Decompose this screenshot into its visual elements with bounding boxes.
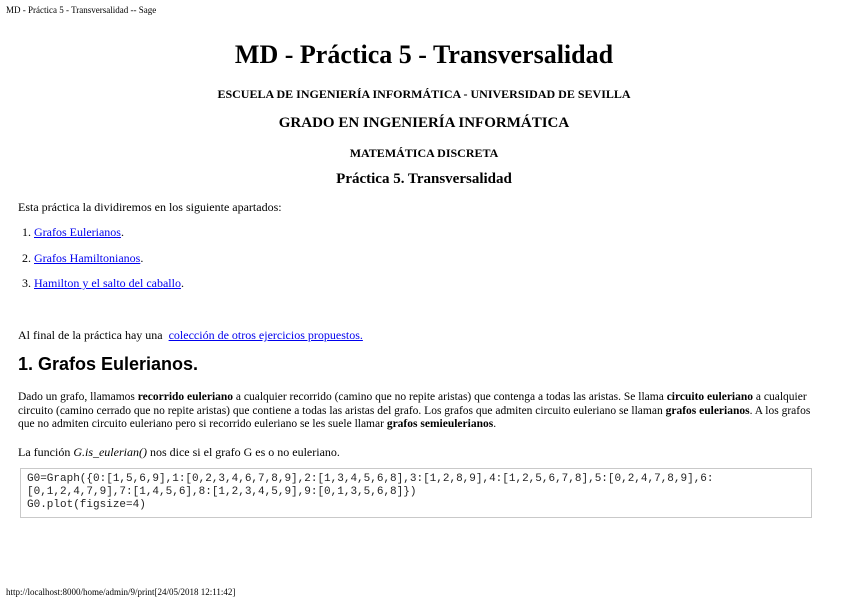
definition-paragraph bbox=[18, 391, 818, 432]
school-heading: ESCUELA DE INGENIERÍA INFORMÁTICA - UNIVERSIDAD DE SEVILLA bbox=[217, 87, 631, 101]
table-of-contents bbox=[22, 225, 184, 302]
print-header-title: MD - Práctica 5 - Transversalidad -- Sage bbox=[6, 5, 157, 15]
term-grafos-eulerianos: grafos eulerianos bbox=[665, 404, 750, 417]
toc-tail: . bbox=[120, 225, 124, 239]
toc-tail: . bbox=[180, 276, 184, 290]
func-prefix: La función bbox=[18, 445, 74, 459]
para-text: . A los grafos que no admiten circuito euleriano pero si recorrido euleriano se les suele llamar bbox=[18, 404, 811, 430]
page-title: MD - Práctica 5 - Transversalidad bbox=[234, 40, 614, 69]
toc-link-caballo[interactable]: Hamilton y el salto del caballo bbox=[34, 276, 181, 290]
function-name: G.is_eulerian() bbox=[73, 445, 147, 459]
intro-text: Esta práctica la dividiremos en los siguiente apartados: bbox=[18, 200, 282, 214]
para-text: a cualquier circuito (camino cerrado que no repite aristas) que contiene a todas las aristas del grafo. Los grafos que admiten circuito euleriano se llaman bbox=[18, 391, 807, 417]
extra-exercises-line bbox=[18, 328, 363, 343]
section-heading-eulerianos: 1. Grafos Eulerianos. bbox=[18, 354, 199, 374]
toc-item bbox=[22, 276, 184, 302]
term-grafos-semieulerianos: grafos semieulerianos bbox=[386, 418, 494, 430]
code-cell[interactable] bbox=[20, 468, 812, 518]
para-text: . bbox=[493, 418, 497, 430]
code-line: G0=Graph({0:[1,5,6,9],1:[0,2,3,4,6,7,8,9],2:[1,3,4,5,6,8],3:[1,2,8,9],4:[1,2,5,6,7,8],5:[0,2,4,7,8,9],6: bbox=[27, 473, 714, 485]
func-suffix: nos dice si el grafo G es o no euleriano. bbox=[146, 445, 340, 459]
degree-heading: GRADO EN INGENIERÍA INFORMÁTICA bbox=[278, 115, 570, 131]
term-circuito-euleriano: circuito euleriano bbox=[666, 391, 754, 403]
toc-item bbox=[22, 225, 184, 251]
practice-heading: Práctica 5. Transversalidad bbox=[336, 171, 512, 187]
function-description bbox=[18, 445, 340, 460]
extra-exercises-link[interactable]: colección de otros ejercicios propuestos. bbox=[168, 328, 363, 342]
toc-link-eulerianos[interactable]: Grafos Eulerianos bbox=[34, 225, 121, 239]
toc-number: 2. bbox=[22, 250, 34, 265]
code-line: [0,1,2,4,7,9],7:[1,4,5,6],8:[1,2,3,4,5,9],9:[0,1,3,5,6,8]}) bbox=[27, 486, 417, 498]
para-text: a cualquier recorrido (camino que no repite aristas) que contenga a todas las aristas. Se llama bbox=[233, 391, 667, 403]
subject-heading: MATEMÁTICA DISCRETA bbox=[349, 146, 499, 160]
term-recorrido-euleriano: recorrido euleriano bbox=[137, 391, 234, 403]
toc-item bbox=[22, 251, 184, 277]
toc-link-hamiltonianos[interactable]: Grafos Hamiltonianos bbox=[34, 250, 141, 265]
para-text: Dado un grafo, llamamos bbox=[18, 391, 138, 403]
toc-number: 3. bbox=[22, 276, 34, 290]
code-line: G0.plot(figsize=4) bbox=[27, 499, 146, 511]
print-footer-url: http://localhost:8000/home/admin/9/print[24/05/2018 12:11:42] bbox=[6, 587, 236, 597]
toc-number: 1. bbox=[22, 225, 34, 239]
toc-tail: . bbox=[140, 250, 144, 265]
extra-prefix: Al final de la práctica hay una bbox=[18, 328, 163, 342]
